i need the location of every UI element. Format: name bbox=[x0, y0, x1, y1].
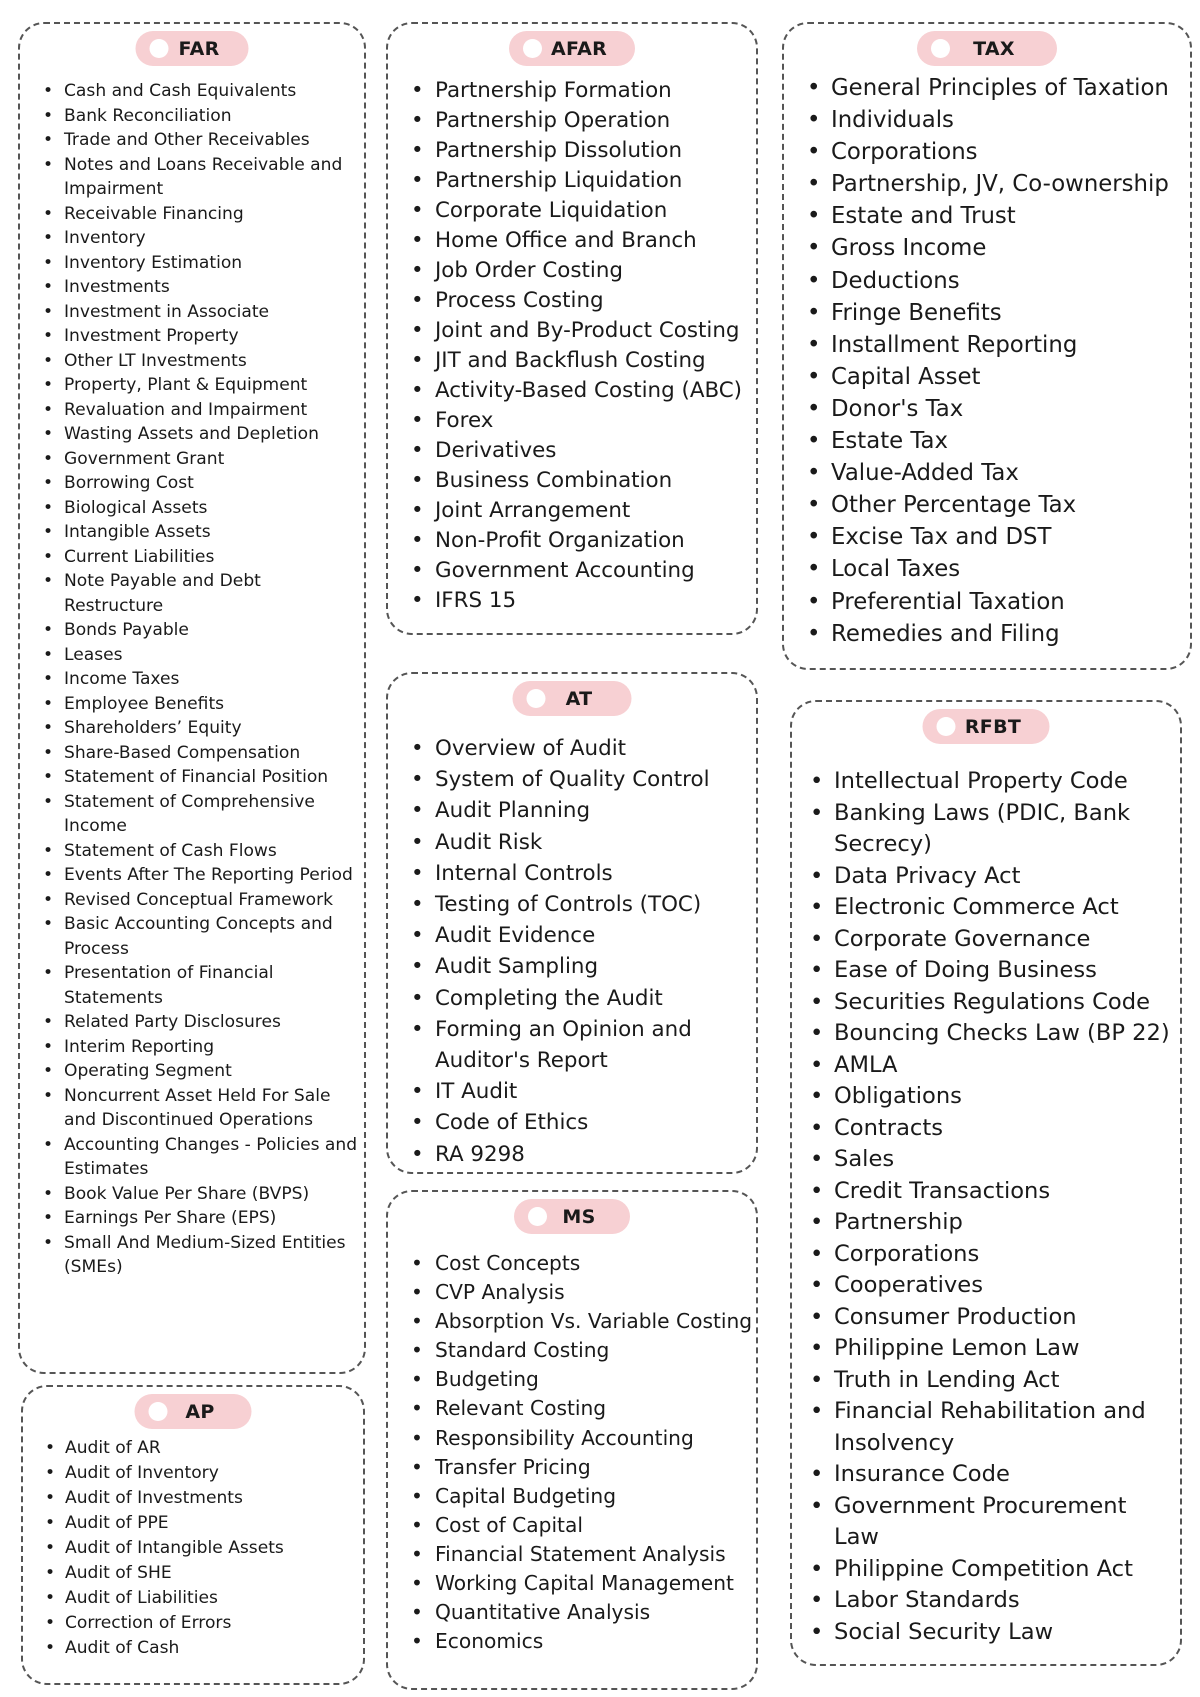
topic-item: • Financial Rehabilitation and Insolvency bbox=[834, 1396, 1174, 1459]
topic-item: • Bonds Payable bbox=[64, 618, 360, 643]
topic-item: • Statement of Cash Flows bbox=[64, 839, 360, 864]
afar-header-pill bbox=[509, 31, 635, 66]
ms-title: MS bbox=[562, 1205, 596, 1228]
topic-item: • AMLA bbox=[834, 1050, 1174, 1082]
topic-item: • IFRS 15 bbox=[435, 586, 757, 616]
topic-item: • Non-Profit Organization bbox=[435, 526, 757, 556]
topic-item: • Corporations bbox=[834, 1239, 1174, 1271]
topic-item: • Employee Benefits bbox=[64, 692, 360, 717]
topic-item: • Corporations bbox=[831, 136, 1191, 168]
topic-item: • Book Value Per Share (BVPS) bbox=[64, 1182, 360, 1207]
topic-item: • Note Payable and Debt Restructure bbox=[64, 569, 360, 618]
topic-item: • Cooperatives bbox=[834, 1270, 1174, 1302]
topic-item: • Ease of Doing Business bbox=[834, 955, 1174, 987]
topic-item: • Business Combination bbox=[435, 466, 757, 496]
topic-item: • Audit of Investments bbox=[65, 1486, 355, 1511]
topic-item: • Standard Costing bbox=[435, 1336, 757, 1365]
topic-item: • Inventory bbox=[64, 226, 360, 251]
topic-item: • Corporate Liquidation bbox=[435, 196, 757, 226]
topic-item: • Trade and Other Receivables bbox=[64, 128, 360, 153]
topic-item: • Derivatives bbox=[435, 436, 757, 466]
topic-item: • Value-Added Tax bbox=[831, 457, 1191, 489]
topic-item: • Audit of Liabilities bbox=[65, 1586, 355, 1611]
topic-item: • Investment Property bbox=[64, 324, 360, 349]
topic-item: • Philippine Lemon Law bbox=[834, 1333, 1174, 1365]
topic-item: • Truth in Lending Act bbox=[834, 1365, 1174, 1397]
at-header-pill bbox=[513, 681, 632, 716]
topic-item: • Labor Standards bbox=[834, 1585, 1174, 1617]
topic-item: • Securities Regulations Code bbox=[834, 987, 1174, 1019]
circle-icon bbox=[150, 39, 169, 58]
topic-item: • Social Security Law bbox=[834, 1617, 1174, 1649]
afar-topic-list bbox=[435, 76, 757, 616]
topic-item: • RA 9298 bbox=[435, 1139, 757, 1170]
circle-icon bbox=[937, 717, 956, 736]
topic-item: • Fringe Benefits bbox=[831, 297, 1191, 329]
topic-item: • Audit of Intangible Assets bbox=[65, 1536, 355, 1561]
topic-item: • Forex bbox=[435, 406, 757, 436]
topic-item: • Earnings Per Share (EPS) bbox=[64, 1206, 360, 1231]
topic-item: • Completing the Audit bbox=[435, 983, 757, 1014]
far-header-pill bbox=[136, 31, 249, 66]
topic-item: • Shareholders’ Equity bbox=[64, 716, 360, 741]
topic-item: • Wasting Assets and Depletion bbox=[64, 422, 360, 447]
topic-item: • Gross Income bbox=[831, 232, 1191, 264]
topic-item: • Investment in Associate bbox=[64, 300, 360, 325]
topic-item: • CVP Analysis bbox=[435, 1278, 757, 1307]
topic-item: • Basic Accounting Concepts and Process bbox=[64, 912, 360, 961]
topic-item: • Partnership Liquidation bbox=[435, 166, 757, 196]
topic-item: • Events After The Reporting Period bbox=[64, 863, 360, 888]
topic-item: • Relevant Costing bbox=[435, 1394, 757, 1423]
topic-item: • Responsibility Accounting bbox=[435, 1424, 757, 1453]
topic-item: • JIT and Backflush Costing bbox=[435, 346, 757, 376]
circle-icon bbox=[149, 1402, 168, 1421]
topic-item: • Correction of Errors bbox=[65, 1611, 355, 1636]
topic-item: • Partnership Formation bbox=[435, 76, 757, 106]
rfbt-topic-list bbox=[834, 766, 1174, 1648]
topic-item: • Code of Ethics bbox=[435, 1107, 757, 1138]
topic-item: • Partnership Dissolution bbox=[435, 136, 757, 166]
rfbt-title: RFBT bbox=[964, 715, 1022, 738]
ap-topic-list bbox=[65, 1436, 355, 1661]
topic-item: • Biological Assets bbox=[64, 496, 360, 521]
topic-item: • Audit Risk bbox=[435, 827, 757, 858]
topic-item: • Cost Concepts bbox=[435, 1249, 757, 1278]
ap-header-pill bbox=[135, 1394, 252, 1429]
topic-item: • IT Audit bbox=[435, 1076, 757, 1107]
topic-item: • Partnership Operation bbox=[435, 106, 757, 136]
topic-item: • Sales bbox=[834, 1144, 1174, 1176]
topic-item: • Receivable Financing bbox=[64, 202, 360, 227]
far-topics-card bbox=[18, 22, 366, 1374]
topic-item: • Economics bbox=[435, 1627, 757, 1656]
rfbt-topics-card bbox=[790, 700, 1182, 1666]
ms-header-pill bbox=[514, 1199, 630, 1234]
afar-topics-card bbox=[386, 22, 758, 635]
topic-item: • Estate and Trust bbox=[831, 200, 1191, 232]
topic-item: • Budgeting bbox=[435, 1365, 757, 1394]
topic-item: • Installment Reporting bbox=[831, 329, 1191, 361]
rfbt-header-pill bbox=[923, 709, 1050, 744]
topic-item: • Leases bbox=[64, 643, 360, 668]
topic-item: • System of Quality Control bbox=[435, 764, 757, 795]
topic-item: • Absorption Vs. Variable Costing bbox=[435, 1307, 757, 1336]
ap-topics-card bbox=[21, 1385, 365, 1685]
far-title: FAR bbox=[178, 37, 220, 60]
topic-item: • Accounting Changes - Policies and Estimates bbox=[64, 1133, 360, 1182]
topic-item: • Audit Sampling bbox=[435, 951, 757, 982]
topic-item: • Intangible Assets bbox=[64, 520, 360, 545]
topic-item: • Bouncing Checks Law (BP 22) bbox=[834, 1018, 1174, 1050]
far-topic-list bbox=[64, 79, 360, 1280]
topic-item: • Operating Segment bbox=[64, 1059, 360, 1084]
topic-item: • Banking Laws (PDIC, Bank Secrecy) bbox=[834, 798, 1174, 861]
ms-topic-list bbox=[435, 1249, 757, 1656]
topic-item: • Share-Based Compensation bbox=[64, 741, 360, 766]
topic-item: • Transfer Pricing bbox=[435, 1453, 757, 1482]
topic-item: • Obligations bbox=[834, 1081, 1174, 1113]
topic-item: • Overview of Audit bbox=[435, 733, 757, 764]
circle-icon bbox=[931, 39, 950, 58]
topic-item: • Philippine Competition Act bbox=[834, 1554, 1174, 1586]
at-topics-card bbox=[386, 672, 758, 1174]
topic-item: • Job Order Costing bbox=[435, 256, 757, 286]
topic-item: • Other Percentage Tax bbox=[831, 489, 1191, 521]
circle-icon bbox=[527, 689, 546, 708]
ap-title: AP bbox=[185, 1400, 215, 1423]
topic-item: • Internal Controls bbox=[435, 858, 757, 889]
topic-item: • Partnership bbox=[834, 1207, 1174, 1239]
topic-item: • Cash and Cash Equivalents bbox=[64, 79, 360, 104]
topic-item: • Data Privacy Act bbox=[834, 861, 1174, 893]
topic-item: • Government Accounting bbox=[435, 556, 757, 586]
topic-item: • Investments bbox=[64, 275, 360, 300]
topic-item: • Noncurrent Asset Held For Sale and Discontinued Operations bbox=[64, 1084, 360, 1133]
topic-item: • Joint and By-Product Costing bbox=[435, 316, 757, 346]
topic-item: • Quantitative Analysis bbox=[435, 1598, 757, 1627]
topic-item: • Audit of Cash bbox=[65, 1636, 355, 1661]
topic-item: • Audit of PPE bbox=[65, 1511, 355, 1536]
topic-item: • Capital Asset bbox=[831, 361, 1191, 393]
circle-icon bbox=[523, 39, 542, 58]
topic-item: • Individuals bbox=[831, 104, 1191, 136]
topic-item: • Revised Conceptual Framework bbox=[64, 888, 360, 913]
tax-topics-card bbox=[782, 22, 1192, 670]
topic-item: • Local Taxes bbox=[831, 553, 1191, 585]
topic-item: • Revaluation and Impairment bbox=[64, 398, 360, 423]
topic-item: • Government Procurement Law bbox=[834, 1491, 1174, 1554]
topic-item: • Income Taxes bbox=[64, 667, 360, 692]
topic-item: • Working Capital Management bbox=[435, 1569, 757, 1598]
topic-item: • Notes and Loans Receivable and Impairment bbox=[64, 153, 360, 202]
topic-item: • Credit Transactions bbox=[834, 1176, 1174, 1208]
topic-item: • Other LT Investments bbox=[64, 349, 360, 374]
at-title: AT bbox=[565, 687, 593, 710]
topic-item: • Audit of SHE bbox=[65, 1561, 355, 1586]
topic-item: • Small And Medium-Sized Entities (SMEs) bbox=[64, 1231, 360, 1280]
topic-item: • Contracts bbox=[834, 1113, 1174, 1145]
topic-item: • Intellectual Property Code bbox=[834, 766, 1174, 798]
afar-title: AFAR bbox=[550, 37, 608, 60]
circle-icon bbox=[528, 1207, 547, 1226]
topic-item: • General Principles of Taxation bbox=[831, 72, 1191, 104]
topic-item: • Corporate Governance bbox=[834, 924, 1174, 956]
topic-item: • Donor's Tax bbox=[831, 393, 1191, 425]
tax-topic-list bbox=[831, 72, 1191, 650]
topic-item: • Related Party Disclosures bbox=[64, 1010, 360, 1035]
topic-item: • Statement of Financial Position bbox=[64, 765, 360, 790]
topic-item: • Government Grant bbox=[64, 447, 360, 472]
topic-item: • Estate Tax bbox=[831, 425, 1191, 457]
topic-item: • Preferential Taxation bbox=[831, 586, 1191, 618]
topic-item: • Bank Reconciliation bbox=[64, 104, 360, 129]
topic-item: • Inventory Estimation bbox=[64, 251, 360, 276]
tax-title: TAX bbox=[973, 37, 1015, 60]
topic-item: • Insurance Code bbox=[834, 1459, 1174, 1491]
topic-item: • Process Costing bbox=[435, 286, 757, 316]
topic-item: • Presentation of Financial Statements bbox=[64, 961, 360, 1010]
topic-item: • Capital Budgeting bbox=[435, 1482, 757, 1511]
topic-item: • Remedies and Filing bbox=[831, 618, 1191, 650]
topic-item: • Cost of Capital bbox=[435, 1511, 757, 1540]
topic-item: • Audit of Inventory bbox=[65, 1461, 355, 1486]
topic-item: • Home Office and Branch bbox=[435, 226, 757, 256]
topic-item: • Financial Statement Analysis bbox=[435, 1540, 757, 1569]
topic-item: • Activity-Based Costing (ABC) bbox=[435, 376, 757, 406]
topic-item: • Excise Tax and DST bbox=[831, 521, 1191, 553]
topic-item: • Statement of Comprehensive Income bbox=[64, 790, 360, 839]
ms-topics-card bbox=[386, 1190, 758, 1690]
topic-item: • Electronic Commerce Act bbox=[834, 892, 1174, 924]
topic-item: • Joint Arrangement bbox=[435, 496, 757, 526]
topic-item: • Audit Evidence bbox=[435, 920, 757, 951]
topic-item: • Borrowing Cost bbox=[64, 471, 360, 496]
tax-header-pill bbox=[917, 31, 1057, 66]
topic-item: • Partnership, JV, Co-ownership bbox=[831, 168, 1191, 200]
topic-item: • Forming an Opinion and Auditor's Report bbox=[435, 1014, 757, 1076]
topic-item: • Deductions bbox=[831, 265, 1191, 297]
topic-item: • Property, Plant & Equipment bbox=[64, 373, 360, 398]
topic-item: • Audit Planning bbox=[435, 795, 757, 826]
topic-item: • Testing of Controls (TOC) bbox=[435, 889, 757, 920]
topic-item: • Audit of AR bbox=[65, 1436, 355, 1461]
at-topic-list bbox=[435, 733, 757, 1170]
topic-item: • Interim Reporting bbox=[64, 1035, 360, 1060]
topic-item: • Consumer Production bbox=[834, 1302, 1174, 1334]
topic-item: • Current Liabilities bbox=[64, 545, 360, 570]
